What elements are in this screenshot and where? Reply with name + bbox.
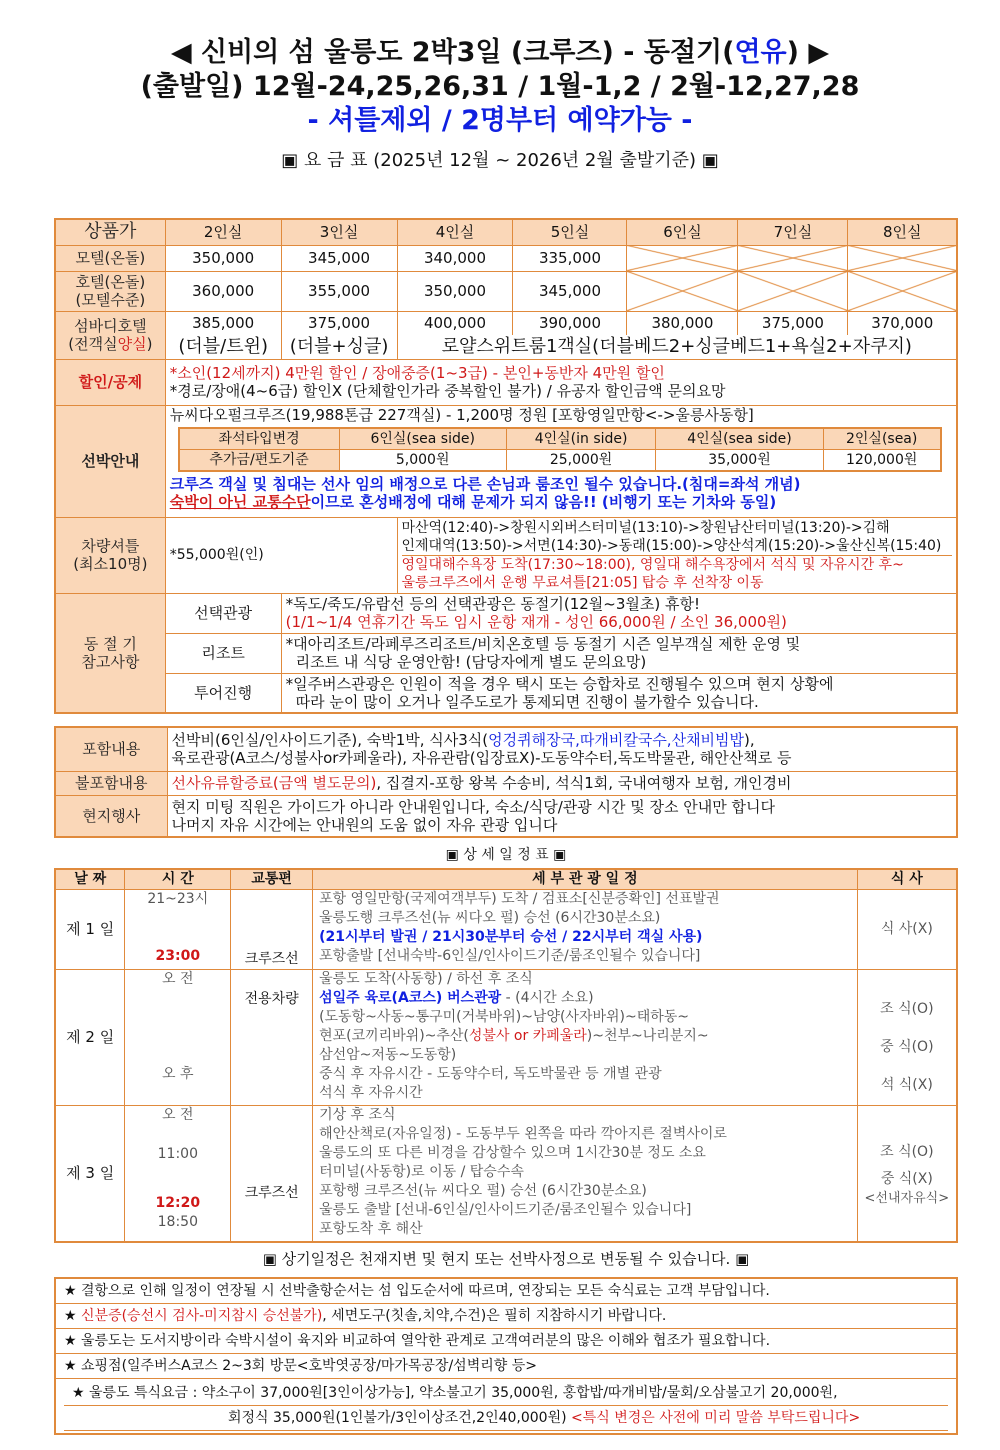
- room-6: 6인실: [627, 219, 738, 245]
- note: ★ 울릉도 특식요금 : 약소구이 37,000원[3인이상가능], 약소불고기 35,000원, 홍합밥/따개비밥/물회/오삼불고기 20,000원,: [64, 1381, 948, 1406]
- exclude-text: , 집결지-포항 왕복 수송비, 석식1회, 국내여행자 보험, 개인경비: [376, 774, 792, 792]
- note: ★ 울릉도는 도서지방이라 숙박시설이 육지와 비교하여 열악한 관계로 고객여러분의 많은 이해와 협조가 필요합니다.: [56, 1329, 956, 1354]
- price-cell: 350,000: [165, 245, 281, 271]
- price-cell: 385,000: [165, 311, 281, 335]
- day-label: 제 2 일: [55, 970, 125, 1106]
- sb-note: (더블+싱글): [281, 335, 397, 359]
- meal: 석 식(X): [880, 1077, 933, 1093]
- sched-line: 석식 후 자유시간: [319, 1085, 423, 1101]
- note: ★: [64, 1308, 82, 1324]
- ship-label: 선박안내: [55, 405, 165, 517]
- sched-line: 포항출발 [선내숙박-6인실/인사이드기준/룸조인될수 있습니다]: [319, 948, 701, 964]
- sched-line: 포항도착 후 해산: [319, 1221, 423, 1237]
- sched-line: (도동항~사동~통구미(거북바위)~남양(사자바위)~태하동~: [319, 1009, 690, 1025]
- transport: 크루즈선: [231, 1106, 313, 1242]
- transport: 전용차량: [231, 970, 313, 1106]
- time: 11:00: [157, 1146, 198, 1162]
- time: 오 전: [162, 1107, 194, 1123]
- time: 12:20: [155, 1195, 201, 1211]
- shuttle-price: *55,000원(인): [165, 517, 397, 593]
- shuttle-route: 마산역(12:40)->창원시외버스터미널(13:10)->창원남산터미널(13:20)->김해: [401, 519, 890, 536]
- schedule-note: ▣ 상기일정은 천재지변 및 현지 또는 선박사정으로 변동될 수 있습니다. ▣: [262, 1250, 750, 1268]
- seat-head: 4인실(sea side): [656, 428, 823, 450]
- meal: 조 식(O): [880, 1144, 934, 1160]
- sb-sub-end: ): [146, 335, 153, 353]
- shuttle-label: 차량셔틀: [81, 537, 140, 555]
- price-cell: 355,000: [281, 271, 397, 311]
- price-cell: 350,000: [397, 271, 513, 311]
- shuttle-sublabel: (최소10명): [73, 555, 148, 573]
- sched-head: 날 짜: [55, 869, 125, 890]
- time: 오 후: [162, 1066, 194, 1082]
- sched-line: 중식 후 자유시간 - 도동약수터, 독도박물관 등 개별 관광: [319, 1066, 662, 1082]
- departure-dates: (출발일) 12월-24,25,26,31 / 1월-1,2 / 2월-12,27,28: [140, 71, 860, 102]
- sched-hl: 성불사 or 카페울라: [468, 1028, 587, 1044]
- seat-val: 120,000원: [823, 449, 941, 471]
- motel-label: 모텔(온돌): [55, 245, 165, 271]
- time: 오 전: [162, 971, 194, 987]
- sched-head: 시 간: [125, 869, 231, 890]
- seat-head: 4인실(in side): [506, 428, 655, 450]
- winter-text: 리조트 내 식당 운영안함! (담당자에게 별도 문의요망): [295, 653, 647, 671]
- title-line: [0, 36, 1000, 70]
- room-3: 3인실: [281, 219, 397, 245]
- note: ★ 결항으로 인해 일정이 연장될 시 선박출항순서는 섬 입도순서에 따르며, 연장되는 모든 숙식료는 고객 부담입니다.: [56, 1279, 956, 1304]
- price-cell: 380,000: [627, 311, 738, 335]
- sched-line: 포항행 크루즈선(뉴 씨다오 펄) 승선 (6시간30분소요): [319, 1183, 647, 1199]
- local-text: 나머지 자유 시간에는 안내원의 도움 없이 자유 관광 입니다: [171, 815, 558, 834]
- discount-line: *경로/장애(4~6급) 할인X (단체할인가라 중복할인 불가) / 유공자 할인금액 문의요망: [169, 382, 726, 400]
- note: 회정식 35,000원(1인불가/3인이상조건,2인40,000원): [228, 1410, 567, 1426]
- winter-text: 따라 눈이 많이 오거나 일주도로가 통제되면 진행이 불가할수 있습니다.: [295, 692, 759, 711]
- meal: 조 식(O): [880, 1001, 934, 1017]
- sched-head: 식 사: [857, 869, 957, 890]
- sched-line: )~천부~나리분지~: [586, 1028, 709, 1044]
- winter-text: *대아리조트/라페루즈리조트/비치온호텔 등 동절기 시즌 일부객실 제한 운영 및: [285, 635, 801, 653]
- sched-line: 울릉도행 크루즈선(뉴 씨다오 펄) 승선 (6시간30분소요): [319, 910, 661, 926]
- discount-label: 할인/공제: [55, 359, 165, 405]
- price-cell: 335,000: [513, 245, 627, 271]
- shuttle-route: 영일대해수욕장 도착(17:30~18:00), 영일대 해수욕장에서 석식 및 자유시간 후~: [402, 555, 953, 574]
- price-cell: 340,000: [397, 245, 513, 271]
- na-cell: [738, 245, 848, 271]
- include-section: [54, 726, 958, 838]
- sched-line: - (4시간 소요): [501, 990, 594, 1006]
- note-hl: <특식 변경은 사전에 미리 말씀 부탁드립니다>: [571, 1410, 861, 1426]
- time: 18:50: [157, 1214, 198, 1230]
- fee-title: ▣ 요 금 표 (2025년 12월 ~ 2026년 2월 출발기준) ▣: [281, 150, 719, 171]
- sched-line: (21시부터 발권 / 21시30분부터 승선 / 22시부터 객실 사용): [319, 929, 703, 945]
- na-cell: [627, 245, 738, 271]
- price-cell: 345,000: [281, 245, 397, 271]
- winter-label: 동 절 기: [83, 634, 137, 653]
- shuttle-route: 인제대역(13:50)->서면(14:30)->동래(15:00)->양산석계(15:20)->울산신복(15:40): [401, 537, 942, 554]
- include-text: 선박비(6인실/인사이드기준), 숙박1박, 식사3식(: [171, 731, 489, 750]
- sb-label: 섬바디호텔: [74, 317, 147, 335]
- sched-line: 해안산책로(자유일정) - 도동부두 왼쪽을 따라 깍아지른 절벽사이로: [319, 1126, 727, 1142]
- schedule-title: ▣ 상 세 일 정 표 ▣: [445, 847, 567, 863]
- ship-info: 뉴씨다오펄크루즈(19,988톤급 227객실) - 1,200명 정원 [포항영일만항<->울릉사동항]: [169, 405, 754, 424]
- include-text: ),: [744, 731, 755, 750]
- day-label: 제 3 일: [55, 1106, 125, 1242]
- booking-condition: - 셔틀제외 / 2명부터 예약가능 -: [307, 105, 693, 136]
- sched-line: 삼선암~저동~도동항): [319, 1047, 457, 1063]
- note: , 세면도구(칫솔,치약,수건)은 필히 지참하시기 바랍니다.: [322, 1308, 667, 1324]
- price-cell: 375,000: [738, 311, 848, 335]
- ship-note: 이므로 혼성배정에 대해 문제가 되지 않음!! (비행기 또는 기차와 동일): [310, 492, 777, 511]
- include-meals: 엉겅퀴해장국,따개비칼국수,산채비빔밥: [488, 731, 745, 750]
- title-highlight: 연유: [734, 37, 787, 68]
- ship-note-hl: 숙박이 아닌 교통수단: [169, 492, 311, 511]
- sched-line: 울릉도 도착(사동항) / 하선 후 조식: [319, 971, 533, 987]
- title-end: ) ▶: [786, 37, 830, 68]
- seat-head: 6인실(sea side): [339, 428, 506, 450]
- price-cell: 375,000: [281, 311, 397, 335]
- price-cell: 345,000: [513, 271, 627, 311]
- title-text: ◀ 신비의 섬 울릉도 2박3일 (크루즈) - 동절기(: [170, 37, 735, 68]
- sb-note: (더블/트윈): [165, 335, 281, 359]
- na-cell: [848, 245, 957, 271]
- sched-head: 교통편: [231, 869, 313, 890]
- meal: 식 사(X): [857, 890, 957, 970]
- room-5: 5인실: [513, 219, 627, 245]
- time: 21~23시: [147, 891, 209, 907]
- meal-note: <선내자유식>: [864, 1191, 950, 1206]
- seat-head: 좌석타입변경: [179, 428, 339, 450]
- room-8: 8인실: [848, 219, 957, 245]
- ship-note: 크루즈 객실 및 침대는 선사 임의 배정으로 다른 손님과 룸조인 될수 있습니다.(침대=좌석 개념): [169, 474, 801, 493]
- hotel-label: 호텔(온돌): [75, 273, 146, 291]
- price-cell: 400,000: [397, 311, 513, 335]
- sched-line: 울릉도 출발 [선내-6인실/인사이드기준/룸조인될수 있습니다]: [319, 1202, 692, 1218]
- winter-key: 투어진행: [165, 673, 281, 713]
- sb-note-suite: 로얄스위트룸1객실(더블베드2+싱글베드1+욕실2+자쿠지): [397, 335, 957, 359]
- price-corner: 상품가: [55, 219, 165, 245]
- na-cell: [738, 271, 848, 311]
- price-cell: 360,000: [165, 271, 281, 311]
- room-7: 7인실: [738, 219, 848, 245]
- shuttle-route: 울릉크루즈에서 운행 무료셔틀[21:05] 탑승 후 선착장 이동: [401, 574, 764, 591]
- sched-hl: 섬일주 육로(A코스) 버스관광: [319, 990, 502, 1006]
- time: 23:00: [155, 948, 201, 964]
- hotel-sublabel: (모텔수준): [75, 291, 146, 309]
- room-4: 4인실: [397, 219, 513, 245]
- sched-line: 기상 후 조식: [319, 1107, 396, 1123]
- sb-sub: (전객실: [68, 335, 118, 353]
- seat-table: [178, 427, 942, 472]
- winter-key: 선택관광: [165, 593, 281, 633]
- winter-sublabel: 참고사항: [81, 652, 140, 671]
- exclude-label: 불포함내용: [55, 771, 167, 795]
- seat-val: 35,000원: [656, 449, 823, 471]
- seat-val: 25,000원: [506, 449, 655, 471]
- winter-text: (1/1~1/4 연휴기간 독도 임시 운항 재개 - 성인 66,000원 / 소인 36,000원): [285, 613, 787, 631]
- sched-line: 터미널(사동항)로 이동 / 탑승수속: [319, 1164, 524, 1180]
- na-cell: [848, 271, 957, 311]
- na-cell: [627, 271, 738, 311]
- room-2: 2인실: [165, 219, 281, 245]
- sched-head: 세 부 관 광 일 정: [313, 869, 858, 890]
- note: ★ 쇼핑점(일주버스A코스 2~3회 방문<호박엿공장/마가목공장/섬벽리향 등>: [56, 1354, 956, 1379]
- price-cell: 390,000: [513, 311, 627, 335]
- exclude-hl: 선사유류할증료(금액 별도문의): [171, 774, 377, 792]
- day-label: 제 1 일: [55, 890, 125, 970]
- schedule-section: [54, 868, 958, 1243]
- winter-text: *일주버스관광은 인원이 적을 경우 택시 또는 승합차로 진행될수 있으며 현지 상황에: [285, 674, 834, 693]
- sched-line: 울릉도의 또 다른 비경을 감상할수 있으며 1시간30분 정도 소요: [319, 1145, 706, 1161]
- price-cell: 370,000: [848, 311, 957, 335]
- include-text: 육로관광(A코스/성불사or카페울라), 자유관람(입장료X)-도동약수터,독도박물관, 해안산책로 등: [171, 749, 792, 768]
- seat-val: 추가금/편도기준: [179, 449, 339, 471]
- include-label: 포함내용: [55, 727, 167, 771]
- transport: 크루즈선: [231, 890, 313, 970]
- winter-key: 리조트: [165, 633, 281, 673]
- price-section: [54, 218, 958, 714]
- winter-text: *독도/죽도/유람선 등의 선택관광은 동절기(12월~3월초) 휴항!: [285, 595, 700, 613]
- local-text: 현지 미팅 직원은 가이드가 아니라 안내원입니다, 숙소/식당/관광 시간 및 장소 안내만 합니다: [171, 797, 775, 816]
- sched-line: 포항 영일만항(국제여객부두) 도착 / 검표소[신분증확인] 선표발권: [319, 891, 720, 907]
- meal: 중 식(X): [880, 1171, 933, 1187]
- notes-box: [54, 1277, 958, 1435]
- meal: 중 식(O): [880, 1039, 934, 1055]
- seat-val: 5,000원: [339, 449, 506, 471]
- note-hl: 신분증(승선시 검사-미지참시 승선불가): [81, 1308, 323, 1324]
- discount-line: *소인(12세까지) 4만원 할인 / 장애중증(1~3급) - 본인+동반자 4만원 할인: [169, 364, 665, 382]
- seat-head: 2인실(sea): [823, 428, 941, 450]
- sched-line: 현포(코끼리바위)~추산(: [319, 1028, 469, 1044]
- sb-sub-hl: 양실: [117, 335, 147, 353]
- local-label: 현지행사: [55, 795, 167, 837]
